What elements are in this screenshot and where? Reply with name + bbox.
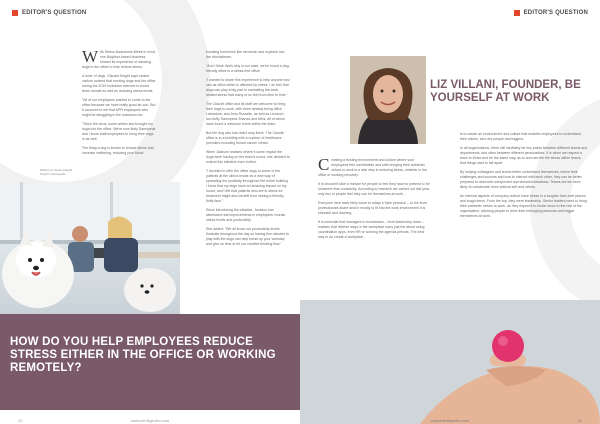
paragraph: It is shouldn't take a miracle for people to feel they have to pretend to be someone else constantly. According to research we carried out last year, only two of people feel they can be themselves at work.: [318, 182, 430, 196]
paragraph: The thing a dog is known to reduce stress and increase wellbeing, reducing your blood: [82, 146, 154, 155]
paragraph: reating a trusting environment and culture where your employees feel comfortable and safe bringing their authentic selves to work is a vital step in reducing stress, whether in the office or working remotely.: [318, 158, 428, 177]
author-portrait: [350, 56, 426, 144]
dropcap: C: [318, 155, 330, 174]
paragraph: "And I think that's why in our case, we've found a dog-friendly office is a stress-free office.: [206, 64, 290, 73]
footer-url[interactable]: www.intelligenthr.com: [430, 418, 470, 423]
tag-marker-icon: [514, 10, 520, 16]
paragraph: "I decided to offer the office dogs to some of the patients at the clinics inside as a new way of spreading the positivity throughout the entire building. I know that my dogs have an amazing impact on my mood, and I felt that patients who are in stress for treatment might also benefit from seeing a friendly fluffy face.": [206, 169, 289, 203]
right-article-column-1: [318, 155, 430, 244]
paragraph: Everyone here have fairly loose to adapt a 'fake persona' – to the level professionals share and/or mostly to fit into the work environment it is stressful and draining.: [318, 201, 427, 215]
dropcap: W: [82, 47, 99, 66]
page-number: 21: [577, 418, 582, 423]
paragraph: She added: "We all know our productivity levels fluctuate throughout the day so having five minutes to play with the dogs can help break up your workday and give us time to let our creative thinking flow.": [206, 227, 289, 246]
paragraph: "I wanted to share this experience to help anyone who can as office which is affected by stress. I do feel that dogs can play a big part in combating the work-related stress that many of us feel from time to time.": [206, 78, 290, 97]
paragraph: ith Stress Awareness Week in mind, one Brighton-based business shared its experience of allowing dogs in the office to help reduce stress.: [82, 50, 156, 69]
footer-url[interactable]: www.intelligenthr.com: [130, 418, 170, 423]
paragraph: "All of our employees wanted to come to the office because we have really good air-con. But it occurred to me that APR employees who might be struggling in the lockdown too.: [82, 98, 156, 117]
left-section-tag: [12, 10, 86, 16]
left-article-column-2: [206, 50, 290, 251]
photo-caption: Bottles on desks Claudit Knight's Samoyeds: [40, 168, 73, 176]
left-article-column-1: [82, 47, 156, 160]
paragraph: boosting hormones like serotonin and oxytocin into the bloodstream.: [206, 50, 285, 59]
paragraph: But the dog also has didn't stop there. The Claudit office is in a building with a number of healthcare providers including breast cancer clinics.: [206, 131, 284, 145]
paragraph: In all organisations, there will inevitably be key points between different teams and departments, and often between different personalities. It is when we respect a team to thrive and be the same way, as to and use the the stress within teams, that things start to fall apart.: [460, 146, 588, 165]
paragraph: By helping colleagues and teams better understand themselves, where their challenges and sources and how to interact with each other, they can be better prepared to deal with unexpected and stressful situations. Teams are far more likely to collaborate more without self and others.: [460, 170, 582, 189]
left-section-tag-label: EDITOR'S QUESTION: [22, 10, 87, 16]
paragraph: The Claudit office and its staff are welcome to bring their dogs to work, with three already being office Labradors; and Jess Russells, as well as Leodoch two fluffy Samoyeds Shanza and Mimi, all of whom have found a welcome home within the team.: [206, 102, 286, 126]
paragraph: Since introducing the initiative, Jackson has witnessed real improvements in employees' morale, stress levels and productivity.: [206, 208, 287, 222]
paragraph: is to create an environment and culture that enables employees to understand their values, who are people and triggers.: [460, 132, 581, 141]
question-banner-title: HOW DO YOU HELP EMPLOYEES REDUCE STRESS EITHER IN THE OFFICE OR WORKING REMOTELY?: [10, 336, 276, 374]
paragraph: A lover of dogs, Claudia Knight says canine visitors noticed that working dogs and the office during the 2019 lockdown seemed to boost team morale as well as reducing stress levels.: [82, 74, 156, 93]
office-dogs-illustration: [0, 182, 180, 314]
tag-marker-icon: [12, 10, 18, 16]
paragraph: When Jackson realised where it came impact the dogs were having on the team's mood, she decided to extend this initiative even further.: [206, 150, 290, 164]
stress-ball-photo: [300, 300, 600, 424]
right-section-tag: [514, 10, 588, 16]
right-section-tag-label: EDITOR'S QUESTION: [523, 10, 588, 16]
page-number: 20: [18, 418, 23, 423]
office-dogs-photo: [0, 182, 180, 314]
author-portrait-illustration: [350, 56, 426, 144]
stress-ball-illustration: [300, 300, 600, 424]
right-article-column-2: [460, 132, 588, 223]
paragraph: An internal aspects of company culture have stress in a tougher-than-ever places and tough times. From the top, they were leadership. Senior leaders need to bring their authentic selves to work, as they expect it to trickle down to the rest of the organisation, allowing people to drive their belonging personas and trigger themselves at work.: [460, 194, 587, 218]
author-name-title: LIZ VILLANI, FOUNDER, BE YOURSELF AT WORK: [430, 79, 581, 104]
paragraph: It is essential that managers in businesses – from leadership down – realises that diverse ways in the workplace carry just the about using coordination apps, from HR or working the agenda periods. The best way to do create a workplace: [318, 220, 425, 239]
paragraph: "Since the virus, some weeks and brought my dogs into the office. We're now fluffy Samoyeds and I know staff employees to bring their dogs in as well.: [82, 122, 156, 141]
